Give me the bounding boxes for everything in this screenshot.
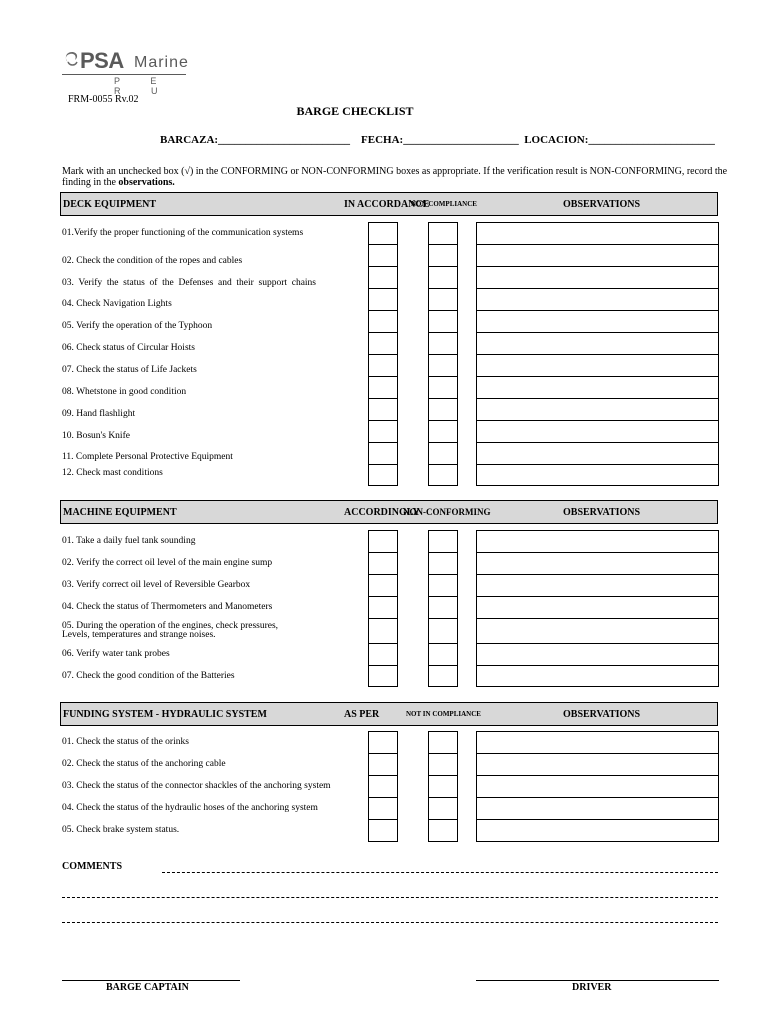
col-header-nonconforming: NON COMPLIANCE bbox=[411, 200, 477, 208]
checklist-item: 05. During the operation of the engines, check pressures, bbox=[62, 621, 279, 631]
col-header-conforming: AS PER bbox=[344, 709, 380, 720]
checkbox-cell[interactable] bbox=[476, 574, 719, 575]
checkbox-cell[interactable] bbox=[368, 753, 398, 754]
logo-divider bbox=[62, 74, 186, 75]
checkbox-cell[interactable] bbox=[368, 354, 398, 355]
checkbox-cell[interactable] bbox=[368, 797, 398, 798]
section-header-machine bbox=[60, 500, 718, 524]
checkbox-cell[interactable] bbox=[428, 665, 458, 666]
checklist-item: 10. Bosun's Knife bbox=[62, 431, 130, 441]
company-logo bbox=[62, 48, 202, 96]
checkbox-cell[interactable] bbox=[476, 618, 719, 619]
conforming-column bbox=[368, 731, 398, 842]
checkbox-cell[interactable] bbox=[368, 310, 398, 311]
checkbox-cell[interactable] bbox=[368, 574, 398, 575]
checkbox-cell[interactable] bbox=[476, 552, 719, 553]
checkbox-cell[interactable] bbox=[476, 398, 719, 399]
comment-line[interactable] bbox=[62, 922, 718, 923]
checkbox-cell[interactable] bbox=[428, 288, 458, 289]
col-header-nonconforming: NOT IN COMPLIANCE bbox=[406, 710, 481, 718]
checklist-item: 01. Check the status of the orinks bbox=[62, 737, 189, 747]
signature-line-driver[interactable] bbox=[476, 980, 719, 981]
checkbox-cell[interactable] bbox=[368, 464, 398, 465]
checkbox-cell[interactable] bbox=[476, 753, 719, 754]
checkbox-cell[interactable] bbox=[476, 596, 719, 597]
checkbox-cell[interactable] bbox=[428, 797, 458, 798]
checklist-item: 05. Check brake system status. bbox=[62, 825, 180, 835]
checkbox-cell[interactable] bbox=[476, 244, 719, 245]
checkbox-cell[interactable] bbox=[428, 574, 458, 575]
checkbox-cell[interactable] bbox=[428, 310, 458, 311]
checklist-item: 07. Check the status of Life Jackets bbox=[62, 365, 197, 375]
comment-line[interactable] bbox=[162, 872, 718, 873]
checkbox-cell[interactable] bbox=[368, 618, 398, 619]
checkbox-cell[interactable] bbox=[428, 332, 458, 333]
signature-label-driver: DRIVER bbox=[572, 982, 612, 993]
checkbox-cell[interactable] bbox=[428, 753, 458, 754]
checkbox-cell[interactable] bbox=[476, 643, 719, 644]
checkbox-cell[interactable] bbox=[368, 665, 398, 666]
checklist-item: 04. Check Navigation Lights bbox=[62, 299, 172, 309]
nonconforming-column bbox=[428, 530, 458, 687]
checkbox-cell[interactable] bbox=[428, 266, 458, 267]
instructions bbox=[62, 166, 732, 188]
checkbox-cell[interactable] bbox=[368, 552, 398, 553]
checkbox-cell[interactable] bbox=[368, 398, 398, 399]
checkbox-cell[interactable] bbox=[476, 266, 719, 267]
section-title: DECK EQUIPMENT bbox=[63, 199, 157, 210]
checklist-item: 03. Verify the status of the Defenses and their support chains bbox=[62, 278, 316, 288]
checkbox-cell[interactable] bbox=[428, 354, 458, 355]
checklist-item: 07. Check the good condition of the Batteries bbox=[62, 671, 235, 681]
checkbox-cell[interactable] bbox=[368, 376, 398, 377]
col-header-observations: OBSERVATIONS bbox=[563, 507, 641, 518]
checkbox-cell[interactable] bbox=[476, 288, 719, 289]
checkbox-cell[interactable] bbox=[368, 266, 398, 267]
page-title: BARGE CHECKLIST bbox=[296, 104, 414, 118]
observations-column bbox=[476, 530, 719, 687]
checkbox-cell[interactable] bbox=[368, 288, 398, 289]
checkbox-cell[interactable] bbox=[428, 464, 458, 465]
checklist-item: 02. Check the condition of the ropes and cables bbox=[62, 256, 243, 266]
checkbox-cell[interactable] bbox=[428, 420, 458, 421]
checkbox-cell[interactable] bbox=[476, 797, 719, 798]
logo-brand: PSA bbox=[80, 48, 124, 73]
checkbox-cell[interactable] bbox=[368, 819, 398, 820]
instructions-text: Mark with an unchecked box (√) in the CONFORMING or NON-CONFORMING boxes as appropriate. If the verification result is NON-CONFORMING, record the finding in the bbox=[62, 166, 728, 188]
checklist-item: 01. Take a daily fuel tank sounding bbox=[62, 536, 196, 546]
checkbox-cell[interactable] bbox=[368, 775, 398, 776]
wave-logo-icon bbox=[62, 50, 82, 72]
section-header-hydraulic bbox=[60, 702, 718, 726]
checkbox-cell[interactable] bbox=[428, 244, 458, 245]
section-header-deck bbox=[60, 192, 718, 216]
checkbox-cell[interactable] bbox=[428, 643, 458, 644]
logo-name: Marine bbox=[134, 54, 189, 71]
checklist-item: 12. Check mast conditions bbox=[62, 468, 163, 478]
checkbox-cell[interactable] bbox=[476, 775, 719, 776]
signature-label-captain: BARGE CAPTAIN bbox=[106, 982, 189, 993]
conforming-column bbox=[368, 530, 398, 687]
checklist-item: 11. Complete Personal Protective Equipment bbox=[62, 452, 233, 462]
col-header-conforming: IN ACCORDANCE bbox=[344, 199, 430, 210]
checkbox-cell[interactable] bbox=[368, 244, 398, 245]
section-title: FUNDING SYSTEM - HYDRAULIC SYSTEM bbox=[63, 709, 267, 720]
checkbox-cell[interactable] bbox=[476, 442, 719, 443]
checklist-item: 06. Check status of Circular Hoists bbox=[62, 343, 195, 353]
checklist-item: 08. Whetstone in good condition bbox=[62, 387, 187, 397]
checkbox-cell[interactable] bbox=[476, 332, 719, 333]
header-fields: BARCAZA:________________________ FECHA:_____________________ LOCACION:_______________________ bbox=[160, 134, 715, 146]
checkbox-cell[interactable] bbox=[428, 552, 458, 553]
checkbox-cell[interactable] bbox=[368, 643, 398, 644]
checkbox-cell[interactable] bbox=[476, 420, 719, 421]
instructions-bold: observations. bbox=[118, 177, 175, 188]
checklist-item: 04. Check the status of Thermometers and Manometers bbox=[62, 602, 273, 612]
checkbox-cell[interactable] bbox=[476, 665, 719, 666]
checkbox-cell[interactable] bbox=[476, 376, 719, 377]
col-header-nonconforming: NON-CONFORMING bbox=[403, 507, 491, 517]
checklist-item: 01.Verify the proper functioning of the communication systems bbox=[62, 228, 304, 238]
checklist-item: 02. Check the status of the anchoring cable bbox=[62, 759, 226, 769]
checklist-item: Levels, temperatures and strange noises. bbox=[62, 630, 216, 640]
checkbox-cell[interactable] bbox=[476, 310, 719, 311]
checkbox-cell[interactable] bbox=[428, 442, 458, 443]
checklist-item: 09. Hand flashlight bbox=[62, 409, 136, 419]
form-code: FRM-0055 Rv.02 bbox=[68, 94, 139, 105]
col-header-observations: OBSERVATIONS bbox=[563, 199, 641, 210]
checkbox-cell[interactable] bbox=[476, 819, 719, 820]
checkbox-cell[interactable] bbox=[368, 596, 398, 597]
checkbox-cell[interactable] bbox=[368, 420, 398, 421]
checkbox-cell[interactable] bbox=[428, 775, 458, 776]
checkbox-cell[interactable] bbox=[428, 596, 458, 597]
col-header-conforming: ACCORDINGLY bbox=[344, 507, 420, 518]
nonconforming-column bbox=[428, 731, 458, 842]
checklist-item: 03. Check the status of the connector shackles of the anchoring system bbox=[62, 781, 331, 791]
checkbox-cell[interactable] bbox=[428, 819, 458, 820]
checkbox-cell[interactable] bbox=[368, 442, 398, 443]
observations-column bbox=[476, 731, 719, 842]
checklist-item: 04. Check the status of the hydraulic hoses of the anchoring system bbox=[62, 803, 318, 813]
checklist-item: 05. Verify the operation of the Typhoon bbox=[62, 321, 213, 331]
signature-line-captain[interactable] bbox=[62, 980, 240, 981]
checkbox-cell[interactable] bbox=[428, 376, 458, 377]
checklist-item: 02. Verify the correct oil level of the main engine sump bbox=[62, 558, 273, 568]
checkbox-cell[interactable] bbox=[476, 354, 719, 355]
checklist-item: 06. Verify water tank probes bbox=[62, 649, 170, 659]
checkbox-cell[interactable] bbox=[428, 398, 458, 399]
checklist-item: 03. Verify correct oil level of Reversible Gearbox bbox=[62, 580, 251, 590]
checkbox-cell[interactable] bbox=[476, 464, 719, 465]
checkbox-cell[interactable] bbox=[368, 332, 398, 333]
checkbox-cell[interactable] bbox=[428, 618, 458, 619]
logo-country: P E R U bbox=[114, 76, 172, 96]
comments-label: COMMENTS bbox=[62, 861, 122, 872]
col-header-observations: OBSERVATIONS bbox=[563, 709, 641, 720]
section-title: MACHINE EQUIPMENT bbox=[63, 507, 177, 518]
comment-line[interactable] bbox=[62, 897, 718, 898]
